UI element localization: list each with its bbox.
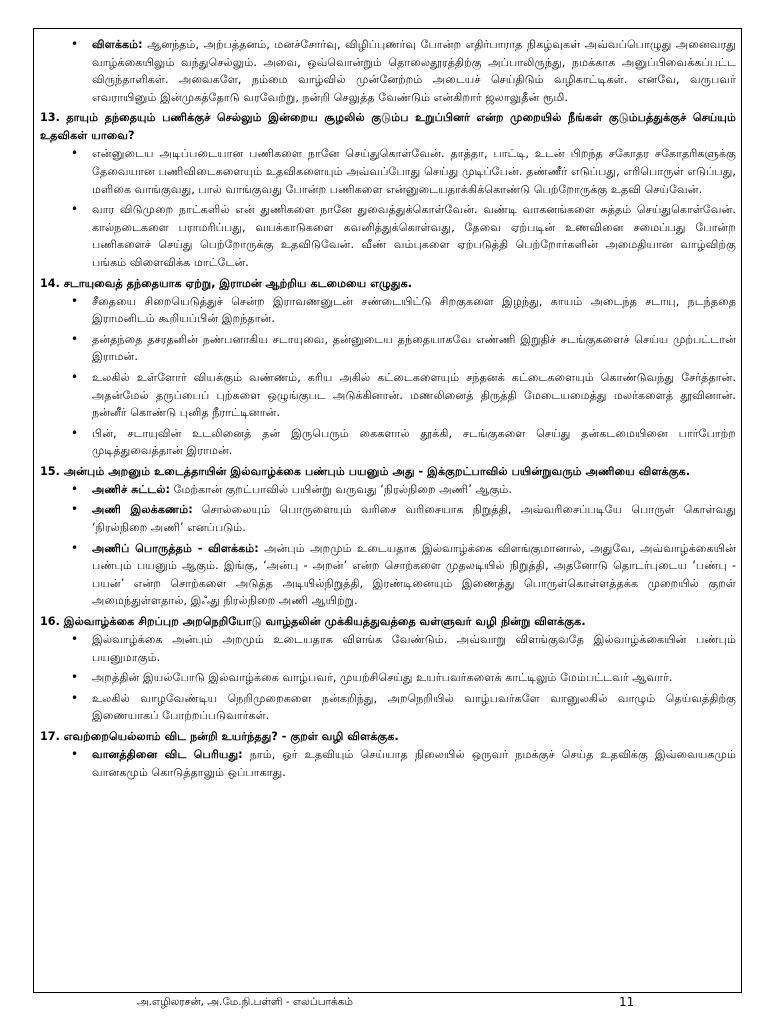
item-text: அறத்தின் இயல்போடு இல்வாழ்க்கை வாழ்பவர், முயற்சிசெய்து உயர்பவர்களைக் காட்டிலும் மேம்பட்டவர் ஆவார். bbox=[92, 671, 673, 685]
question-14: 14. சடாயுவைத் தந்தையாக ஏற்று, இராமன் ஆற்றிய கடமையை எழுதுக. bbox=[40, 276, 413, 290]
item-text: என்னுடைய அடிப்படையான பணிகளை நானே செய்துகொள்வேன். தாத்தா, பாட்டி, உடன் பிறந்த சகோதர சகோதரிகளுக்கு தேவையான பணிவிடைகளையும் உதவிகளையும் அவ்வப்போது செய்து முடிப்பேன். தண்ணீர் எடுப்பது, எரிபொருள் எடுப்பது, மளிகை வாங்குவது, பால் வாங்குவது போன்ற பணிகளை என்னுடையதாக்கிக்கொண்டு பெற்றோருக்கு உதவி செய்வேன். bbox=[92, 147, 736, 196]
bullet-icon: • bbox=[71, 146, 79, 161]
item-text: இல்வாழ்க்கை அன்பும் அறமும் உடையதாக விளங்க வேண்டும். அவ்வாறு விளங்குவதே இல்வாழ்க்கையின் பண்பும் பயனுமாகும். bbox=[92, 633, 736, 664]
bullet-list-16 bbox=[40, 631, 736, 725]
list-item bbox=[40, 690, 736, 725]
bullet-icon: • bbox=[71, 293, 79, 308]
bullet-icon: • bbox=[71, 369, 79, 384]
item-lead: விளக்கம்: bbox=[92, 38, 143, 51]
item-lead: அணிப் பொருத்தம் - விளக்கம்: bbox=[92, 541, 259, 555]
list-item bbox=[40, 36, 736, 106]
bullet-list-13 bbox=[40, 145, 736, 271]
item-text: பின், சடாயுவின் உடலினைத் தன் இருபெரும் கைகளால் தூக்கி, சடங்குகளை செய்து தன்கடமையினை பார்போற்ற முடித்துவைத்தான் இராமன். bbox=[92, 426, 736, 458]
list-item bbox=[40, 631, 736, 666]
list-item bbox=[40, 145, 736, 198]
item-text: நாம், ஓர் உதவியும் செய்யாத நிலையில் ஒருவர் நமக்குச் செய்த உதவிக்கு இவ்வையகமும் வானகமும் கொடுத்தாலும் ஒப்பாகாது. bbox=[92, 748, 736, 779]
list-item bbox=[40, 369, 736, 422]
question-13: 13. தாயும் தந்தையும் பணிக்குச் செல்லும் இன்றைய சூழலில் குடும்ப உறுப்பினர் என்ற முறையில் நீங்கள் குடும்பத்துக்குச் செய்யும் உதவிகள் யாவை? bbox=[40, 111, 736, 143]
item-lead: அணி இலக்கணம்: bbox=[92, 503, 193, 517]
bullet-list-17 bbox=[40, 746, 736, 781]
bullet-icon: • bbox=[71, 425, 79, 440]
item-text: உலகில் உள்ளோர் வியக்கும் வண்ணம், கரிய அகில் கட்டைகளையும் சந்தனக் கட்டைகளையும் கொண்டுவந்து சேர்த்தான். அதன்மேல் தருப்பைப் புற்களை ஒழுங்குபட அடுக்கினான். மணலினைத் திருத்தி மேடையமைத்து மலர்களைத் தூவினான். நன்னீர் கொண்டு புனித நீராட்டினான். bbox=[92, 370, 736, 420]
bullet-list-12 bbox=[40, 36, 736, 106]
bullet-icon: • bbox=[71, 670, 79, 685]
item-text: மேற்கான் குறட்பாவில் பயின்று வருவது ‘நிரல்நிறை அணி’ ஆகும். bbox=[170, 482, 512, 496]
list-item bbox=[40, 501, 736, 536]
item-text: அன்பும் அறமும் உடையதாக இல்வாழ்க்கை விளங்குமானால், அதுவே, அவ்வாழ்க்கையின் பண்பும் பயனும் ஆகும். இங்கு, ‘அன்பு - அறன்’ என்ற சொற்களை முதலடியில் நிறுத்தி, அதனோடு தொடர்புடைய ‘பண்பு - பயன்’ என்ற சொற்களை அடுத்த அடியில்நிறுத்தி, இரண்டினையும் இணைத்து பொருள்கொள்ளத்தக்க முறையில் குறள் அமைந்துள்ளதால், இஃது நிரல்நிறை அணி ஆயிற்று. bbox=[92, 541, 736, 608]
item-text: சொல்லையும் பொருளையும் வரிசை வரிசையாக நிறுத்தி, அவ்வரிசைப்படியே பொருள் கொள்வது ‘நிரல்நிறை அணி’ எனப்படும். bbox=[92, 503, 736, 535]
item-text: ஆனந்தம், அற்பத்தனம், மனச்சோர்வு, விழிப்புணர்வு போன்ற எதிர்பாராத நிகழ்வுகள் அவ்வப்பொழுது அனைவரது வாழ்க்கையிலும் வந்துசெல்லும். அவை, ஒவ்வொன்றும் தொலைதூரத்திற்கு அப்பாலிருந்து, நமக்காக அனுப்பிவைக்கப்பட்ட விருந்தாளிகள். அவைகளே, நம்மை வாழ்வில் முன்னேற்றம் அடையச் செய்திடும் வழிகாட்டிகள். எனவே, வருபவர் எவராயினும் இன்முகத்தோடு வரவேற்று, நன்றி செலுத்த வேண்டும் என்கிறார் ஜலாலுதீன் ரூமி. bbox=[92, 38, 736, 104]
list-item bbox=[40, 201, 736, 271]
question-15: 15. அன்பும் அறனும் உடைத்தாயின் இல்வாழ்க்கை பண்பும் பயனும் அது - இக்குறட்பாவில் பயின்றுவரும் அணியை விளக்குக. bbox=[40, 464, 690, 478]
bullet-list-14 bbox=[40, 293, 736, 460]
list-item bbox=[40, 746, 736, 781]
list-item bbox=[40, 293, 736, 328]
bullet-icon: • bbox=[71, 202, 79, 217]
item-lead: அணிச் சுட்டல்: bbox=[92, 482, 171, 496]
list-item bbox=[40, 481, 736, 499]
bullet-icon: • bbox=[71, 502, 79, 517]
item-lead: வானத்தினை விட பெரியது: bbox=[92, 748, 243, 761]
item-text: உலகில் வாழவேண்டிய நெறிமுறைகளை நன்கறிந்து, அறநெறியில் வாழ்பவர்களே வானுலகில் வாழும் தெய்வத்திற்கு இணையாகப் போற்றப்படுவார்கள். bbox=[92, 691, 736, 723]
list-item bbox=[40, 540, 736, 610]
bullet-icon: • bbox=[71, 540, 79, 555]
footer-author: அ.எழிலரசன், அ.மே.நி.பள்ளி - எலப்பாக்கம் bbox=[137, 996, 353, 1008]
bullet-icon: • bbox=[71, 690, 79, 705]
list-item bbox=[40, 669, 736, 687]
bullet-icon: • bbox=[71, 37, 79, 51]
bullet-icon: • bbox=[71, 481, 79, 496]
question-16: 16. இல்வாழ்க்கை சிறப்புற அறநெறியோடு வாழ்தலின் முக்கியத்துவத்தை வள்ளுவர் வழி நின்று விளக்குக. bbox=[40, 615, 586, 629]
item-text: சீதையை சிறையெடுத்துச் சென்ற இராவணனுடன் சண்டையிட்டு சிறகுகளை இழந்து, காயம் அடைந்த சடாயு, நடந்ததை இராமனிடம் கூறியப்பின் இறந்தான். bbox=[92, 294, 736, 326]
document-content bbox=[40, 36, 736, 784]
bullet-list-15 bbox=[40, 481, 736, 610]
page-number: 11 bbox=[619, 995, 635, 1009]
page-footer bbox=[33, 994, 742, 1014]
list-item bbox=[40, 331, 736, 366]
item-text: தன்தந்தை தசரதனின் நண்பனாகிய சடாயுவை, தன்னுடைய தந்தையாகவே எண்ணி இறுதிச் சடங்குகளைச் செய்ய முற்பட்டான் இராமன். bbox=[92, 332, 736, 364]
item-text: வார விடுமுறை நாட்களில் என் துணிகளை நானே துவைத்துக்கொள்வேன். வண்டி வாகனங்களை சுத்தம் செய்துகொள்வேன். கால்நடைகளை பராமரிப்பது, வயக்காடுகளை கவனித்துக்கொள்வது, தேவை ஏற்படின் உணவினை சமைப்பது போன்ற பணிகளைச் செய்து பெற்றோருக்கு உதவிடுவேன். வீண் வம்புகளை ஏற்படுத்தி பெற்றோர்களின் அமைதியான வாழ்விற்கு பங்கம் விளைவிக்க மாட்டேன். bbox=[92, 203, 736, 269]
bullet-icon: • bbox=[71, 331, 79, 346]
list-item bbox=[40, 425, 736, 460]
bullet-icon: • bbox=[71, 632, 79, 647]
bullet-icon: • bbox=[71, 747, 79, 761]
question-17: 17. எவற்றையெல்லாம் விட நன்றி உயர்ந்தது? - குறள் வழி விளக்குக. bbox=[40, 730, 399, 743]
